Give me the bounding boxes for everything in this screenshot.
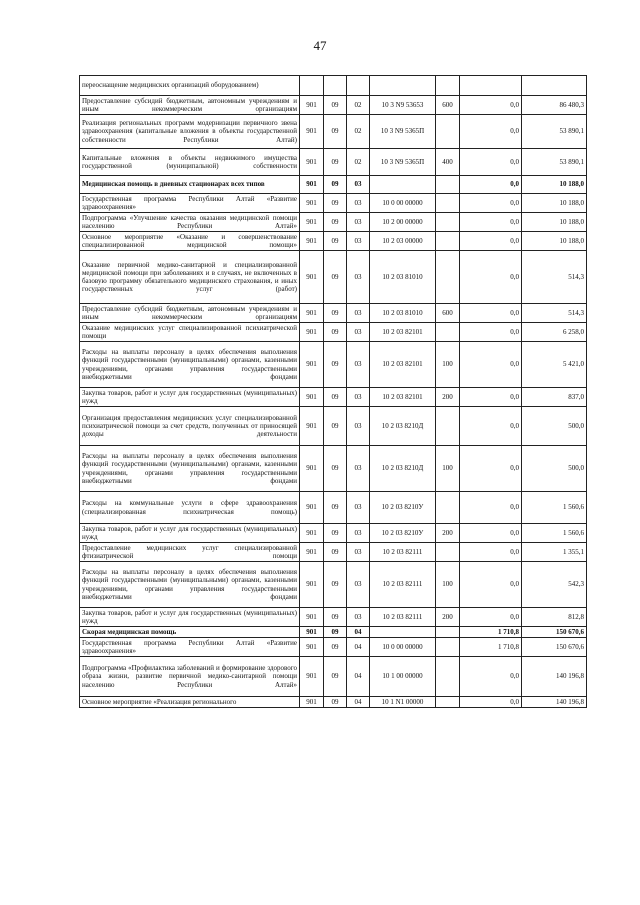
row-grbs-cell: 901 [300,543,324,562]
row-subsection-cell: 03 [347,608,370,627]
row-target-article-cell: 10 3 N9 53653 [370,96,436,115]
row-grbs-cell: 901 [300,96,324,115]
row-expense-type-cell: 400 [436,149,460,176]
row-target-article-cell: 10 1 00 00000 [370,657,436,697]
table-row [80,304,587,323]
row-name-cell: Подпрограмма «Профилактика заболеваний и формирование здорового образа жизни, развитие первичной медико-санитарной помощи населению Республики Алтай» [80,657,300,697]
row-expense-type-cell: 100 [436,562,460,608]
row-subsection-cell: 03 [347,232,370,251]
row-amount-2-cell: 53 890,1 [522,149,587,176]
row-grbs-cell: 901 [300,407,324,446]
row-expense-type-cell [436,492,460,524]
table-row [80,323,587,342]
row-subsection-cell: 03 [347,388,370,407]
row-expense-type-cell: 600 [436,304,460,323]
row-amount-1-cell: 0,0 [460,96,522,115]
row-amount-1-cell: 0,0 [460,149,522,176]
row-target-article-cell: 10 0 00 00000 [370,638,436,657]
table-row [80,213,587,232]
row-grbs-cell: 901 [300,562,324,608]
table-row [80,232,587,251]
table-row [80,608,587,627]
row-name-cell: Капитальные вложения в объекты недвижимого имущества государственной (муниципальной) собственности [80,149,300,176]
row-section-cell: 09 [324,194,347,213]
row-name-cell: Государственная программа Республики Алтай «Развитие здравоохранения» [80,194,300,213]
row-target-article-cell: 10 2 03 8210У [370,524,436,543]
row-target-article-cell [370,76,436,96]
row-section-cell: 09 [324,446,347,492]
table-row [80,388,587,407]
row-amount-1-cell: 0,0 [460,657,522,697]
row-section-cell: 09 [324,407,347,446]
table-row [80,176,587,194]
row-expense-type-cell [436,213,460,232]
row-name-cell: Предоставление медицинских услуг специализированной фтизиатрической помощи [80,543,300,562]
row-target-article-cell [370,627,436,638]
row-grbs-cell: 901 [300,194,324,213]
row-expense-type-cell: 200 [436,388,460,407]
row-amount-2-cell: 140 196,8 [522,697,587,708]
row-expense-type-cell [436,627,460,638]
row-subsection-cell: 04 [347,638,370,657]
row-amount-2-cell: 837,0 [522,388,587,407]
row-amount-2-cell: 150 670,6 [522,627,587,638]
row-grbs-cell: 901 [300,446,324,492]
row-amount-1-cell: 0,0 [460,524,522,543]
row-expense-type-cell: 100 [436,342,460,388]
row-section-cell: 09 [324,149,347,176]
row-section-cell: 09 [324,657,347,697]
row-amount-1-cell: 0,0 [460,176,522,194]
row-name-cell: Закупка товаров, работ и услуг для государственных (муниципальных) нужд [80,388,300,407]
row-amount-1-cell [460,76,522,96]
row-name-cell: Расходы на выплаты персоналу в целях обеспечения выполнения функций государственными (муниципальными) органами, казенными учреждениями, органами управления государственными внебюджетными фондами [80,446,300,492]
row-target-article-cell: 10 2 03 81010 [370,251,436,304]
row-target-article-cell: 10 0 00 00000 [370,194,436,213]
row-expense-type-cell [436,115,460,149]
row-grbs-cell: 901 [300,657,324,697]
row-name-cell: Оказание медицинских услуг специализированной психиатрической помощи [80,323,300,342]
row-amount-1-cell: 0,0 [460,446,522,492]
row-amount-1-cell: 0,0 [460,194,522,213]
row-section-cell: 09 [324,388,347,407]
row-section-cell: 09 [324,524,347,543]
row-target-article-cell: 10 2 03 8210У [370,492,436,524]
row-expense-type-cell: 600 [436,96,460,115]
row-grbs-cell: 901 [300,388,324,407]
row-target-article-cell: 10 3 N9 5365П [370,149,436,176]
row-amount-2-cell: 812,8 [522,608,587,627]
row-subsection-cell: 03 [347,176,370,194]
table-row [80,524,587,543]
row-subsection-cell: 03 [347,562,370,608]
row-section-cell [324,76,347,96]
row-section-cell: 09 [324,213,347,232]
row-grbs-cell [300,76,324,96]
row-section-cell: 09 [324,492,347,524]
row-amount-1-cell: 0,0 [460,304,522,323]
row-target-article-cell: 10 3 N9 5365П [370,115,436,149]
row-amount-1-cell: 0,0 [460,407,522,446]
row-target-article-cell: 10 1 N1 00000 [370,697,436,708]
row-name-cell: Основное мероприятие «Оказание и совершенствование специализированной медицинской помощи» [80,232,300,251]
row-target-article-cell: 10 2 03 81010 [370,304,436,323]
row-target-article-cell: 10 2 03 82101 [370,388,436,407]
row-subsection-cell: 03 [347,342,370,388]
row-grbs-cell: 901 [300,697,324,708]
row-expense-type-cell [436,176,460,194]
table-row [80,407,587,446]
table-row [80,115,587,149]
row-subsection-cell: 03 [347,492,370,524]
row-amount-1-cell: 0,0 [460,232,522,251]
row-section-cell: 09 [324,251,347,304]
row-subsection-cell: 04 [347,697,370,708]
row-subsection-cell: 03 [347,446,370,492]
row-expense-type-cell: 100 [436,446,460,492]
row-expense-type-cell [436,323,460,342]
row-amount-2-cell: 150 670,6 [522,638,587,657]
row-amount-2-cell: 1 560,6 [522,492,587,524]
row-target-article-cell [370,176,436,194]
budget-table [79,75,587,708]
row-amount-2-cell: 6 258,0 [522,323,587,342]
row-amount-2-cell: 500,0 [522,407,587,446]
row-section-cell: 09 [324,96,347,115]
table-row [80,76,587,96]
row-expense-type-cell [436,657,460,697]
row-amount-1-cell: 0,0 [460,388,522,407]
row-name-cell: Оказание первичной медико-санитарной и специализированной медицинской помощи при заболеваниях и в случаях, не включенных в базовую программу обязательного медицинского страхования, и иных государственных услуг (работ) [80,251,300,304]
row-section-cell: 09 [324,627,347,638]
row-name-cell: переоснащение медицинских организаций оборудованием) [80,76,300,96]
row-grbs-cell: 901 [300,524,324,543]
row-amount-2-cell: 1 355,1 [522,543,587,562]
page-number: 47 [313,38,327,53]
row-name-cell: Основное мероприятие «Реализация регионального [80,697,300,708]
row-subsection-cell: 03 [347,524,370,543]
row-amount-1-cell: 0,0 [460,697,522,708]
row-target-article-cell: 10 2 03 82101 [370,323,436,342]
row-target-article-cell: 10 2 03 8210Д [370,407,436,446]
row-name-cell: Закупка товаров, работ и услуг для государственных (муниципальных) нужд [80,524,300,543]
row-amount-2-cell: 86 480,3 [522,96,587,115]
row-expense-type-cell [436,697,460,708]
row-amount-1-cell: 0,0 [460,115,522,149]
row-grbs-cell: 901 [300,638,324,657]
table-row [80,342,587,388]
row-name-cell: Подпрограмма «Улучшение качества оказания медицинской помощи населению Республики Алтай» [80,213,300,232]
row-amount-1-cell: 1 710,8 [460,627,522,638]
row-name-cell: Медицинская помощь в дневных стационарах всех типов [80,176,300,194]
row-name-cell: Государственная программа Республики Алтай «Развитие здравоохранения» [80,638,300,657]
table-row [80,492,587,524]
row-grbs-cell: 901 [300,213,324,232]
row-section-cell: 09 [324,342,347,388]
row-subsection-cell: 04 [347,657,370,697]
row-section-cell: 09 [324,543,347,562]
row-subsection-cell: 03 [347,304,370,323]
row-grbs-cell: 901 [300,323,324,342]
row-amount-1-cell: 0,0 [460,562,522,608]
row-grbs-cell: 901 [300,608,324,627]
table-row [80,446,587,492]
row-amount-2-cell: 10 188,0 [522,176,587,194]
row-expense-type-cell [436,543,460,562]
row-section-cell: 09 [324,608,347,627]
row-section-cell: 09 [324,697,347,708]
row-grbs-cell: 901 [300,149,324,176]
row-amount-1-cell: 1 710,8 [460,638,522,657]
row-subsection-cell: 03 [347,213,370,232]
row-expense-type-cell [436,638,460,657]
row-grbs-cell: 901 [300,627,324,638]
row-target-article-cell: 10 2 03 82111 [370,562,436,608]
row-name-cell: Расходы на выплаты персоналу в целях обеспечения выполнения функций государственными (муниципальными) органами, казенными учреждениями, органами управления государственными внебюджетными фондами [80,562,300,608]
row-grbs-cell: 901 [300,115,324,149]
row-section-cell: 09 [324,232,347,251]
row-amount-2-cell: 140 196,8 [522,657,587,697]
row-grbs-cell: 901 [300,251,324,304]
table-row [80,96,587,115]
row-amount-2-cell: 10 188,0 [522,232,587,251]
row-amount-1-cell: 0,0 [460,323,522,342]
row-section-cell: 09 [324,323,347,342]
row-amount-2-cell [522,76,587,96]
row-grbs-cell: 901 [300,304,324,323]
row-subsection-cell: 02 [347,149,370,176]
row-expense-type-cell [436,194,460,213]
table-row [80,149,587,176]
row-subsection-cell: 03 [347,323,370,342]
row-section-cell: 09 [324,638,347,657]
row-subsection-cell: 03 [347,543,370,562]
row-target-article-cell: 10 2 03 8210Д [370,446,436,492]
row-expense-type-cell [436,407,460,446]
row-amount-1-cell: 0,0 [460,342,522,388]
row-grbs-cell: 901 [300,176,324,194]
row-target-article-cell: 10 2 03 82101 [370,342,436,388]
row-section-cell: 09 [324,176,347,194]
row-amount-2-cell: 500,0 [522,446,587,492]
row-amount-2-cell: 5 421,0 [522,342,587,388]
row-amount-1-cell: 0,0 [460,213,522,232]
row-amount-2-cell: 53 890,1 [522,115,587,149]
row-target-article-cell: 10 2 00 00000 [370,213,436,232]
table-row [80,657,587,697]
row-section-cell: 09 [324,115,347,149]
row-target-article-cell: 10 2 03 82111 [370,543,436,562]
row-amount-1-cell: 0,0 [460,251,522,304]
row-section-cell: 09 [324,562,347,608]
row-amount-2-cell: 514,3 [522,251,587,304]
row-target-article-cell: 10 2 03 00000 [370,232,436,251]
row-subsection-cell: 04 [347,627,370,638]
row-name-cell: Предоставление субсидий бюджетным, автономным учреждениям и иным некоммерческим организациям [80,96,300,115]
row-name-cell: Предоставление субсидий бюджетным, автономным учреждениям и иным некоммерческим организациям [80,304,300,323]
table-row [80,627,587,638]
row-name-cell: Расходы на выплаты персоналу в целях обеспечения выполнения функций государственными (муниципальными) органами, казенными учреждениями, органами управления государственными внебюджетными фондами [80,342,300,388]
row-target-article-cell: 10 2 03 82111 [370,608,436,627]
row-amount-1-cell: 0,0 [460,492,522,524]
table-row [80,543,587,562]
row-subsection-cell: 02 [347,96,370,115]
row-grbs-cell: 901 [300,342,324,388]
row-name-cell: Расходы на коммунальные услуги в сфере здравоохранения (специализированная психиатрическая помощь) [80,492,300,524]
row-grbs-cell: 901 [300,492,324,524]
row-name-cell: Скорая медицинская помощь [80,627,300,638]
row-name-cell: Закупка товаров, работ и услуг для государственных (муниципальных) нужд [80,608,300,627]
row-amount-2-cell: 542,3 [522,562,587,608]
row-amount-2-cell: 10 188,0 [522,213,587,232]
row-subsection-cell: 03 [347,194,370,213]
row-subsection-cell: 03 [347,407,370,446]
row-amount-2-cell: 514,3 [522,304,587,323]
row-subsection-cell [347,76,370,96]
row-subsection-cell: 02 [347,115,370,149]
row-name-cell: Реализация региональных программ модернизации первичного звена здравоохранения (капитальные вложения в объекты государственной собственности Республики Алтай) [80,115,300,149]
row-amount-2-cell: 10 188,0 [522,194,587,213]
row-amount-1-cell: 0,0 [460,608,522,627]
table-row [80,251,587,304]
row-expense-type-cell: 200 [436,608,460,627]
row-section-cell: 09 [324,304,347,323]
row-name-cell: Организация предоставления медицинских услуг специализированной психиатрической помощи за счет средств, полученных от приносящей доходы деятельности [80,407,300,446]
table-row [80,638,587,657]
row-expense-type-cell: 200 [436,524,460,543]
table-row [80,562,587,608]
row-expense-type-cell [436,251,460,304]
table-row [80,697,587,708]
row-expense-type-cell [436,232,460,251]
row-amount-1-cell: 0,0 [460,543,522,562]
row-amount-2-cell: 1 560,6 [522,524,587,543]
table-row [80,194,587,213]
row-grbs-cell: 901 [300,232,324,251]
row-expense-type-cell [436,76,460,96]
row-subsection-cell: 03 [347,251,370,304]
